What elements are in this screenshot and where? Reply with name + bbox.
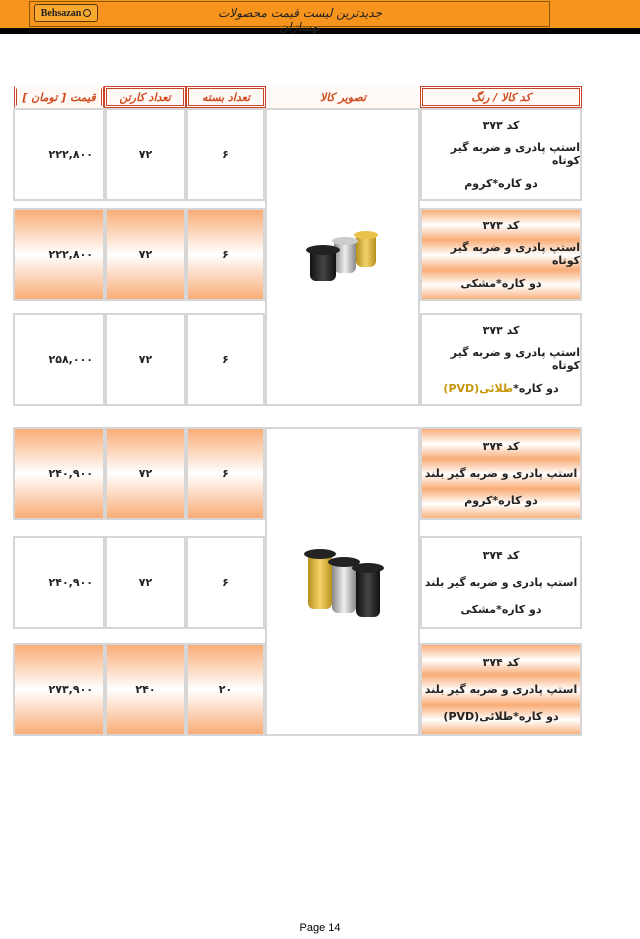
product-name: استپ پادری و ضربه گیر کوتاه — [450, 241, 580, 268]
product-code: کد ۳۷۴ — [482, 549, 520, 562]
variant-text: دو کاره*کروم — [464, 177, 538, 191]
price: ۲۵۸,۰۰۰ — [13, 313, 105, 406]
product-variant — [443, 710, 558, 723]
product-name: استپ پادری و ضربه گیر بلند — [424, 467, 578, 480]
price: ۲۲۲,۸۰۰ — [13, 208, 105, 301]
product-variant — [461, 603, 542, 616]
pack-count: ۶ — [186, 313, 265, 406]
product-code: کد ۳۷۴ — [482, 440, 520, 453]
logo-icon — [83, 9, 91, 17]
carton-count: ۷۲ — [105, 536, 186, 629]
pack-count: ۲۰ — [186, 643, 265, 736]
pack-count: ۶ — [186, 536, 265, 629]
col-header-price: قیمت [ تومان ] — [14, 86, 104, 108]
carton-count: ۷۲ — [105, 313, 186, 406]
carton-count: ۷۲ — [105, 427, 186, 520]
product-description — [420, 108, 582, 201]
variant-text: دو کاره* — [513, 382, 559, 396]
variant-text: دو کاره*طلائی(PVD) — [443, 710, 559, 723]
product-code: کد ۳۷۴ — [482, 656, 520, 669]
logo-text: Behsazan — [40, 7, 82, 19]
variant-text: دو کاره*کروم — [464, 494, 538, 507]
page-title: جدیدترین لیست قیمت محصولات بهسازان — [218, 6, 382, 34]
price: ۲۴۰,۹۰۰ — [13, 536, 105, 629]
col-header-code: کد کالا / رنگ — [420, 86, 582, 108]
col-header-carton: تعداد کارتن — [104, 86, 186, 108]
product-description — [420, 208, 582, 301]
product-name: استپ پادری و ضربه گیر کوتاه — [450, 346, 580, 373]
carton-count: ۲۴۰ — [105, 643, 186, 736]
product-description — [420, 536, 582, 629]
product-variant — [443, 382, 558, 395]
pack-count: ۶ — [186, 208, 265, 301]
pack-count: ۶ — [186, 108, 265, 201]
col-header-pack: تعداد بسته — [186, 86, 266, 108]
product-code: کد ۳۷۳ — [482, 218, 520, 232]
product-description — [420, 313, 582, 406]
price: ۲۴۰,۹۰۰ — [13, 427, 105, 520]
product-image-373 — [265, 108, 420, 406]
variant-highlight: طلائی(PVD) — [443, 382, 514, 396]
page-number: Page 14 — [299, 922, 341, 934]
product-variant — [461, 277, 542, 290]
product-name: استپ پادری و ضربه گیر بلند — [424, 576, 578, 589]
product-description — [420, 643, 582, 736]
carton-count: ۷۲ — [105, 108, 186, 201]
product-image-374 — [265, 427, 420, 736]
product-name: استپ پادری و ضربه گیر کوتاه — [450, 141, 580, 168]
variant-text: دو کاره*مشکی — [460, 277, 542, 291]
product-variant — [464, 177, 538, 190]
col-header-image: تصویر کالا — [266, 86, 420, 108]
price: ۲۲۲,۸۰۰ — [13, 108, 105, 201]
door-stop-image — [298, 227, 388, 287]
product-code: کد ۳۷۳ — [482, 118, 520, 132]
product-name: استپ پادری و ضربه گیر بلند — [424, 683, 578, 696]
price: ۲۷۳,۹۰۰ — [13, 643, 105, 736]
logo — [34, 4, 98, 22]
product-code: کد ۳۷۳ — [482, 323, 520, 337]
variant-text: دو کاره*مشکی — [460, 603, 542, 616]
product-variant — [464, 494, 538, 507]
product-description — [420, 427, 582, 520]
pack-count: ۶ — [186, 427, 265, 520]
door-stop-image — [298, 547, 388, 617]
carton-count: ۷۲ — [105, 208, 186, 301]
